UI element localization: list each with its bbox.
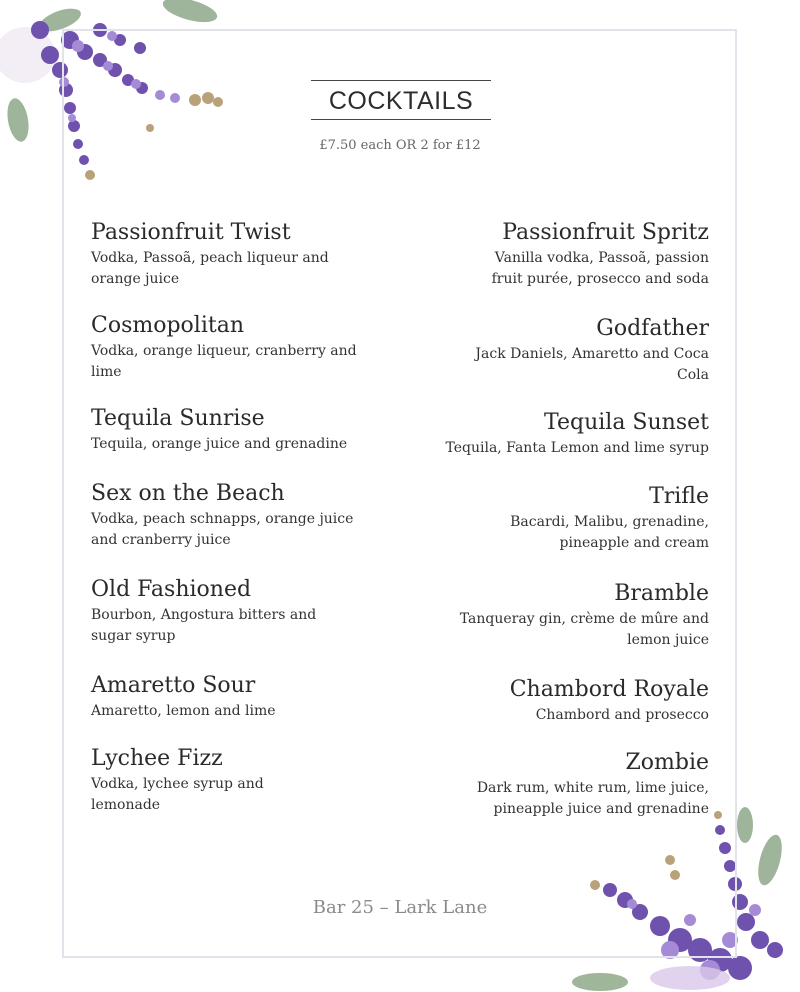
cocktail-item [409, 219, 709, 290]
cocktail-item [409, 409, 709, 459]
cocktail-item [91, 576, 391, 647]
cocktail-desc: Tequila, orange juice and grenadine [91, 436, 348, 452]
cocktail-desc: Chambord and prosecco [535, 707, 709, 723]
cocktail-desc: Bourbon, Angostura bitters and sugar syrup [91, 607, 317, 644]
cocktail-name: Lychee Fizz [91, 746, 223, 771]
cocktail-item [409, 483, 709, 554]
cocktail-name: Amaretto Sour [91, 673, 256, 698]
cocktail-item [409, 315, 709, 386]
cocktail-item [91, 219, 391, 290]
cocktail-item [91, 405, 391, 455]
cocktail-desc: Bacardi, Malibu, grenadine, pineapple and cream [510, 514, 709, 551]
cocktail-name: Tequila Sunset [544, 410, 709, 435]
cocktail-desc: Vanilla vodka, Passoã, passion fruit purée, prosecco and soda [491, 250, 709, 287]
cocktail-name: Godfather [596, 316, 709, 341]
cocktail-item [409, 676, 709, 726]
cocktail-desc: Dark rum, white rum, lime juice, pineapple juice and grenadine [476, 780, 709, 817]
venue-footer: Bar 25 – Lark Lane [312, 897, 488, 918]
cocktail-name: Passionfruit Spritz [502, 220, 709, 245]
cocktail-desc: Vodka, lychee syrup and lemonade [91, 776, 264, 813]
cocktail-item [409, 580, 709, 651]
menu-header [311, 80, 491, 120]
cocktail-name: Cosmopolitan [91, 313, 245, 338]
cocktail-name: Sex on the Beach [91, 481, 285, 506]
cocktail-item [91, 480, 391, 551]
page-title: COCKTAILS [328, 87, 474, 115]
price-note: £7.50 each OR 2 for £12 [319, 138, 481, 153]
cocktail-desc: Jack Daniels, Amaretto and Coca Cola [475, 346, 709, 383]
cocktail-name: Zombie [625, 750, 709, 775]
cocktail-name: Bramble [614, 581, 709, 606]
cocktail-name: Chambord Royale [509, 677, 709, 702]
cocktail-desc: Amaretto, lemon and lime [91, 703, 276, 719]
cocktail-name: Passionfruit Twist [91, 220, 291, 245]
cocktail-desc: Tequila, Fanta Lemon and lime syrup [445, 440, 709, 456]
cocktail-name: Tequila Sunrise [91, 406, 265, 431]
cocktail-desc: Tanqueray gin, crème de mûre and lemon juice [459, 611, 709, 648]
title-rule-bottom [311, 119, 491, 120]
cocktail-item [91, 745, 391, 816]
cocktail-desc: Vodka, peach schnapps, orange juice and cranberry juice [91, 511, 354, 548]
cocktail-name: Old Fashioned [91, 577, 252, 602]
cocktail-desc: Vodka, orange liqueur, cranberry and lime [91, 343, 357, 380]
cocktail-name: Trifle [649, 484, 709, 509]
cocktail-item [91, 672, 391, 722]
cocktail-item [91, 312, 391, 383]
cocktail-item [409, 749, 709, 820]
cocktail-desc: Vodka, Passoã, peach liqueur and orange juice [91, 250, 329, 287]
